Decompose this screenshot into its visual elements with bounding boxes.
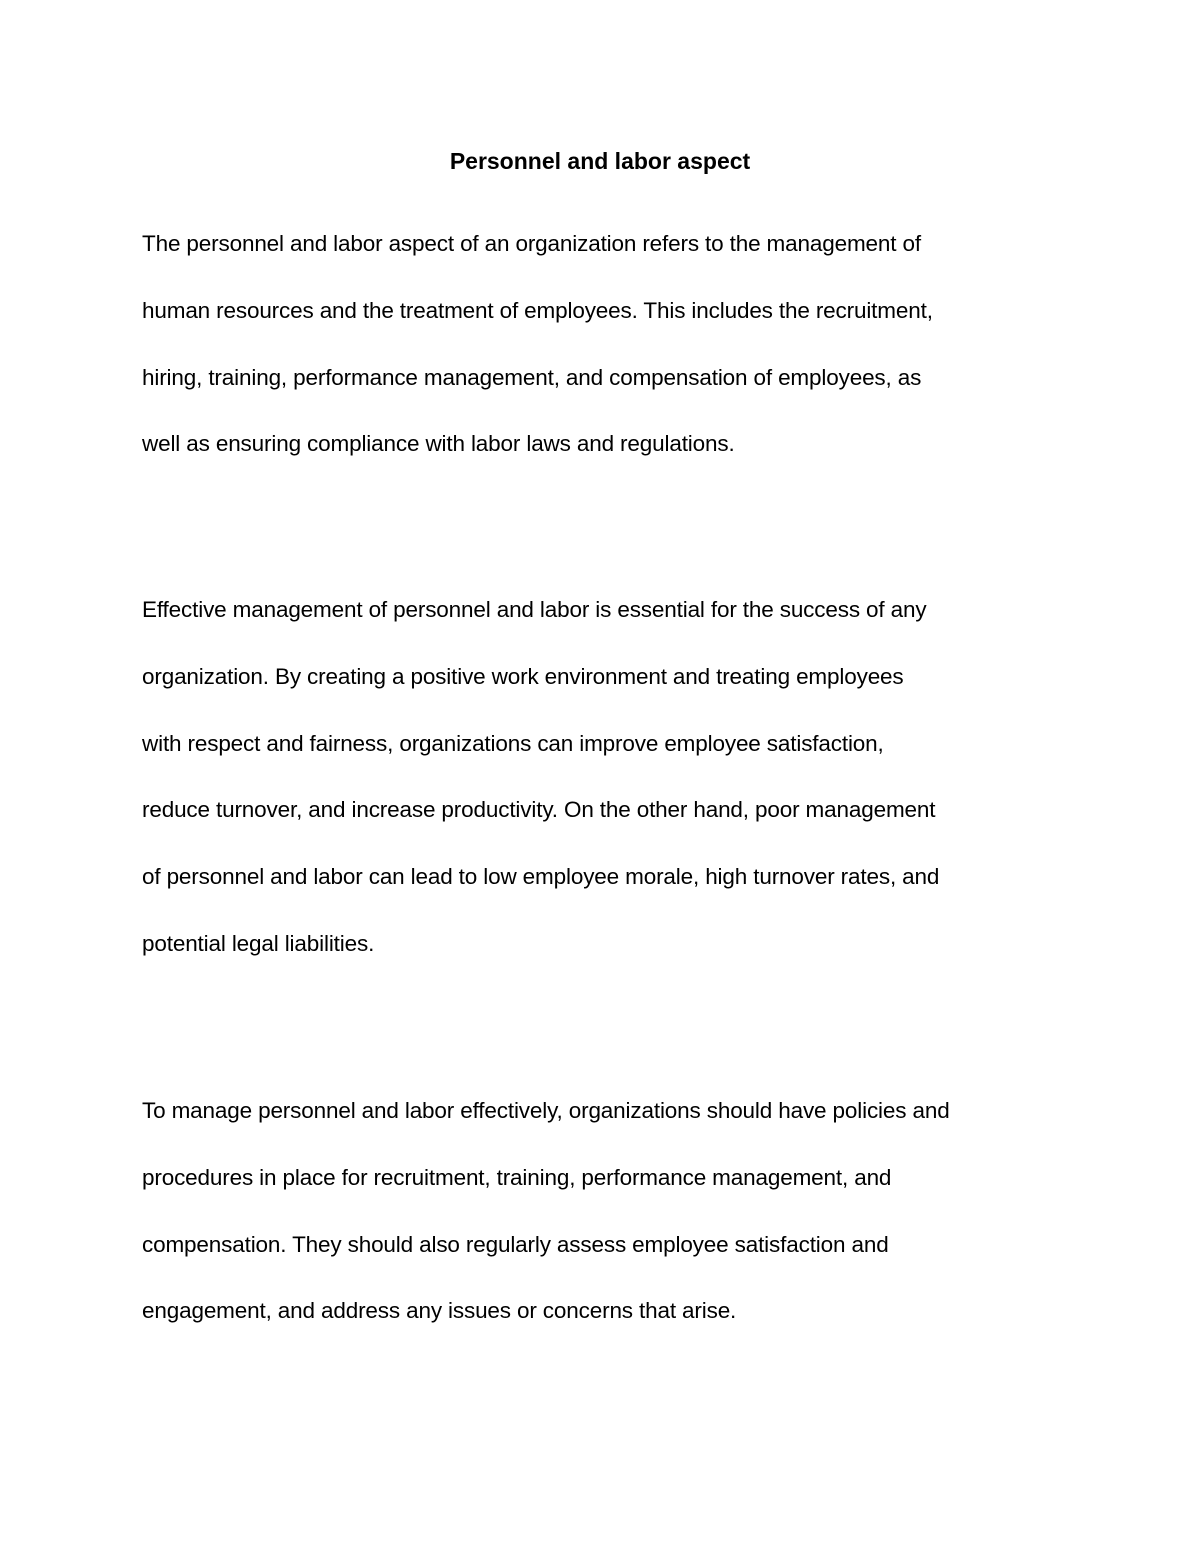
paragraph-line: The personnel and labor aspect of an organization refers to the management of (142, 231, 921, 256)
paragraph-line: To manage personnel and labor effectively, organizations should have policies and (142, 1098, 950, 1123)
paragraph-2 (142, 594, 1072, 995)
paragraph-line: of personnel and labor can lead to low employee morale, high turnover rates, and (142, 864, 940, 890)
paragraph-line: reduce turnover, and increase productivity. On the other hand, poor management (142, 797, 936, 823)
paragraph-line: human resources and the treatment of employees. This includes the recruitment, (142, 297, 933, 323)
paragraph-line: procedures in place for recruitment, training, performance management, and (142, 1164, 892, 1190)
paragraph-3 (142, 1095, 1072, 1362)
paragraph-line: potential legal liabilities. (142, 930, 375, 956)
document-title: Personnel and labor aspect (449, 148, 751, 174)
paragraph-line: Effective management of personnel and labor is essential for the success of any (142, 597, 927, 622)
paragraph-line: well as ensuring compliance with labor laws and regulations. (142, 431, 735, 457)
paragraph-line: with respect and fairness, organizations can improve employee satisfaction, (142, 730, 884, 756)
paragraph-line: organization. By creating a positive work environment and treating employees (142, 663, 904, 689)
paragraph-line: hiring, training, performance management, and compensation of employees, as (142, 364, 922, 390)
paragraph-line: engagement, and address any issues or concerns that arise. (142, 1298, 737, 1324)
paragraph-line: compensation. They should also regularly assess employee satisfaction and (142, 1231, 889, 1257)
paragraph-1 (142, 228, 1072, 495)
